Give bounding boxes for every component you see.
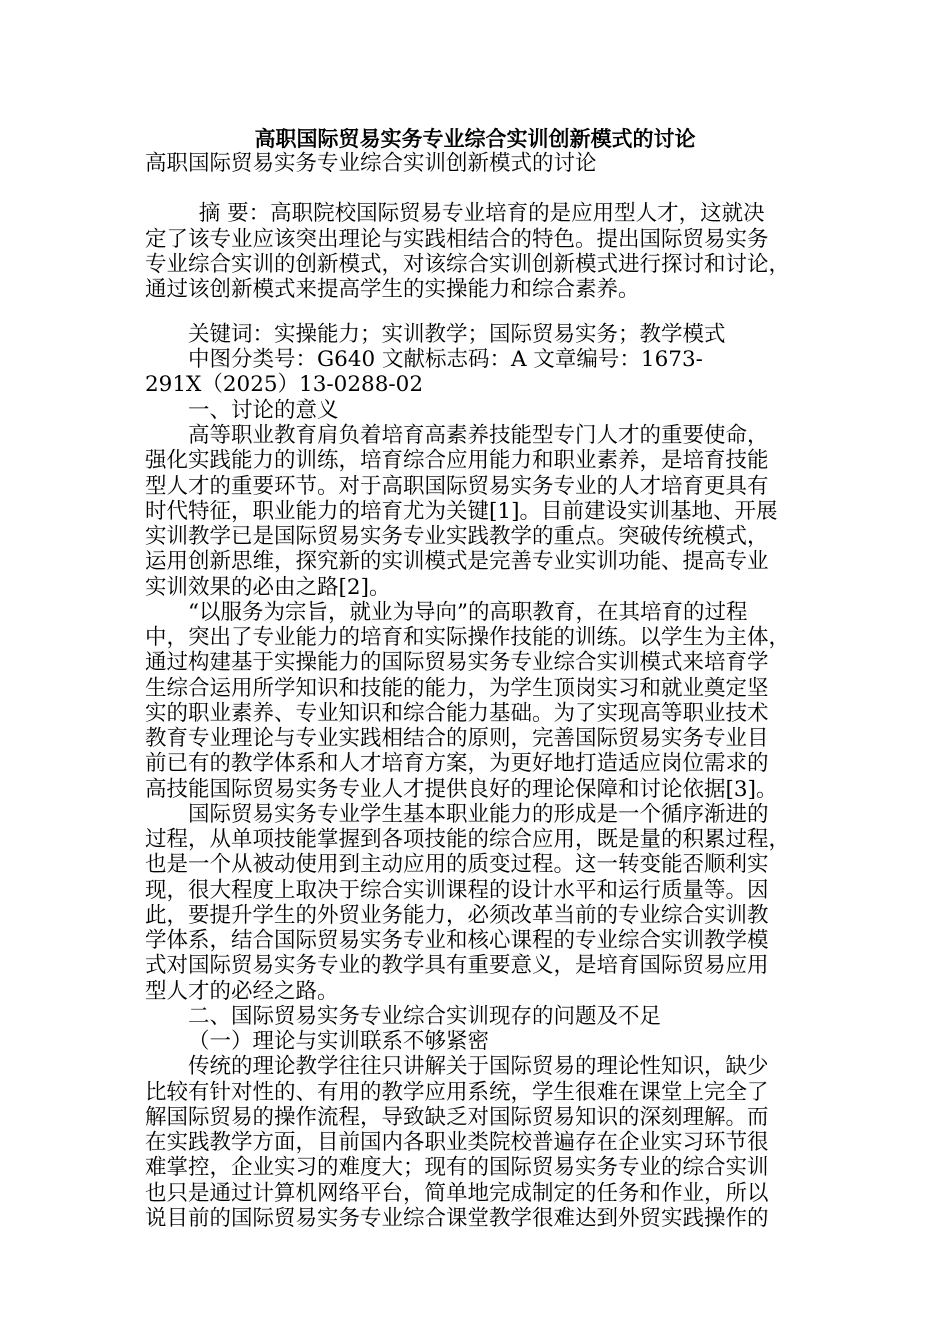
body-line: 实的职业素养、专业知识和综合能力基础。为了实现高等职业技术	[145, 701, 769, 726]
body-line: 通过构建基于实操能力的国际贸易实务专业综合实训模式来培育学	[145, 650, 769, 675]
body-line: 国际贸易实务专业学生基本职业能力的形成是一个循序渐进的	[188, 802, 769, 827]
body-line: 传统的理论教学往往只讲解关于国际贸易的理论性知识，缺少	[188, 1054, 769, 1079]
body-line: 高等职业教育肩负着培育高素养技能型专门人才的重要使命，	[188, 423, 769, 448]
body-line: 运用创新思维，探究新的实训模式是完善专业实训功能、提高专业	[145, 549, 769, 574]
body-line: 中图分类号：G640 文献标志码：A 文章编号：1673-	[188, 347, 703, 372]
body-line: 摘 要：高职院校国际贸易专业培育的是应用型人才，这就决	[198, 201, 765, 226]
body-line: 现，很大程度上取决于综合实训课程的设计水平和运行质量等。因	[145, 878, 769, 903]
body-line: 在实践教学方面，目前国内各职业类院校普遍存在企业实习环节很	[145, 1130, 769, 1155]
body-line: 二、国际贸易实务专业综合实训现存的问题及不足	[188, 1004, 662, 1029]
body-line: 生综合运用所学知识和技能的能力，为学生顶岗实习和就业奠定坚	[145, 676, 769, 701]
body-line: 说目前的国际贸易实务专业综合课堂教学很难达到外贸实践操作的	[145, 1206, 769, 1231]
body-line: 教育专业理论与专业实践相结合的原则，完善国际贸易实务专业目	[145, 726, 769, 751]
body-line: 型人才的重要环节。对于高职国际贸易实务专业的人才培育更具有	[145, 474, 769, 499]
body-line: 高技能国际贸易实务专业人才提供良好的理论保障和讨论依据[3]。	[145, 777, 778, 802]
body-line: 强化实践能力的训练，培育综合应用能力和职业素养，是培育技能	[145, 448, 769, 473]
body-line: 一、讨论的意义	[188, 398, 339, 423]
body-line: 实训效果的必由之路[2]。	[145, 575, 391, 600]
body-line: 也是一个从被动使用到主动应用的质变过程。这一转变能否顺利实	[145, 852, 769, 877]
body-line: 时代特征，职业能力的培育尤为关键[1]。目前建设实训基地、开展	[145, 499, 778, 524]
document-subtitle: 高职国际贸易实务专业综合实训创新模式的讨论	[145, 151, 597, 176]
body-line: 定了该专业应该突出理论与实践相结合的特色。提出国际贸易实务	[145, 227, 769, 252]
document-title: 高职国际贸易实务专业综合实训创新模式的讨论	[254, 126, 696, 151]
body-line: 也只是通过计算机网络平台，简单地完成制定的任务和作业，所以	[145, 1181, 769, 1206]
body-line: “以服务为宗旨，就业为导向”的高职教育，在其培育的过程	[188, 600, 748, 625]
body-line: 此，要提升学生的外贸业务能力，必须改革当前的专业综合实训教	[145, 903, 769, 928]
body-line: 难掌控，企业实习的难度大；现有的国际贸易实务专业的综合实训	[145, 1155, 769, 1180]
body-line: 291X（2025）13-0288-02	[145, 372, 424, 397]
body-line: 学体系，结合国际贸易实务专业和核心课程的专业综合实训教学模	[145, 928, 769, 953]
body-line: 比较有针对性的、有用的教学应用系统，学生很难在课堂上完全了	[145, 1080, 769, 1105]
body-line: 关键词：实操能力；实训教学；国际贸易实务；教学模式	[188, 322, 726, 347]
body-line: 解国际贸易的操作流程，导致缺乏对国际贸易知识的深刻理解。而	[145, 1105, 769, 1130]
body-line: 专业综合实训的创新模式，对该综合实训创新模式进行探讨和讨论，	[145, 252, 791, 277]
body-line: 通过该创新模式来提高学生的实操能力和综合素养。	[145, 277, 640, 302]
body-line: 中，突出了专业能力的培育和实际操作技能的训练。以学生为主体，	[145, 625, 791, 650]
body-line: 式对国际贸易实务专业的教学具有重要意义，是培育国际贸易应用	[145, 953, 769, 978]
body-line: 型人才的必经之路。	[145, 979, 339, 1004]
body-line: （一）理论与实训联系不够紧密	[188, 1029, 490, 1054]
body-line: 实训教学已是国际贸易实务专业实践教学的重点。突破传统模式，	[145, 524, 769, 549]
body-line: 过程，从单项技能掌握到各项技能的综合应用，既是量的积累过程，	[145, 827, 791, 852]
body-line: 前已有的教学体系和人才培育方案，为更好地打造适应岗位需求的	[145, 751, 769, 776]
